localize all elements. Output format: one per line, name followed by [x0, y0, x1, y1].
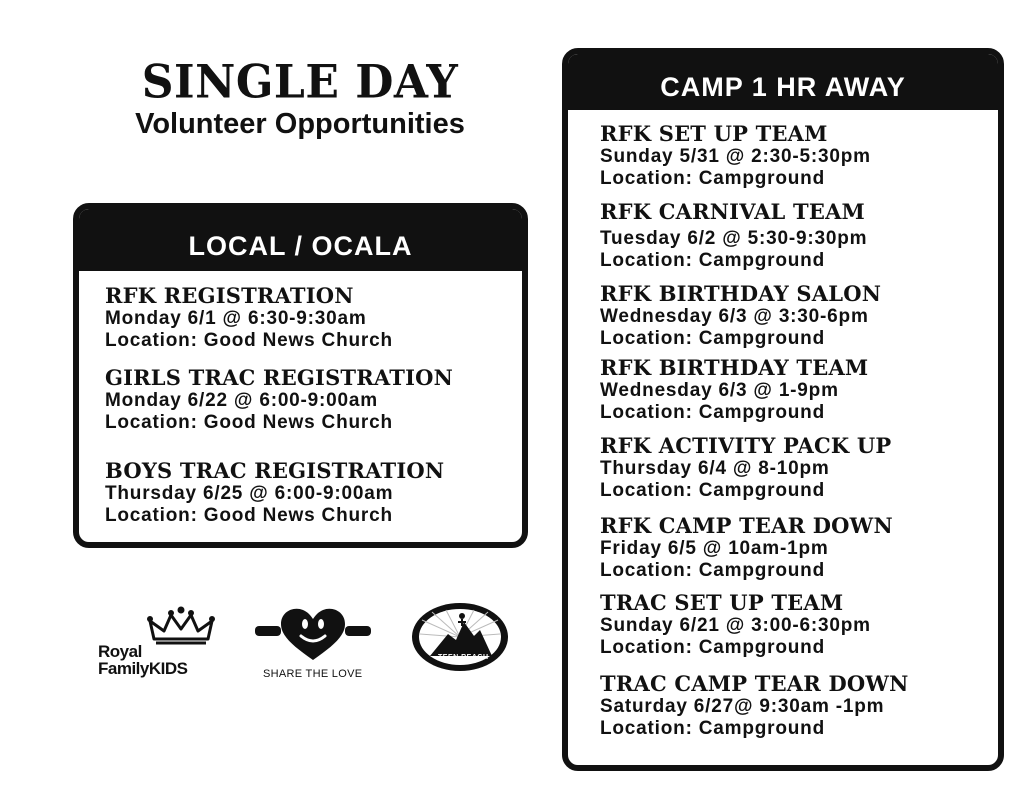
- crown-icon: [146, 605, 216, 647]
- entry-location: Location: Campground: [600, 637, 825, 658]
- entry-location: Location: Campground: [600, 328, 825, 349]
- entry-location: Location: Campground: [600, 250, 825, 271]
- entry-location: Location: Good News Church: [105, 505, 393, 526]
- entry-title: RFK CAMP TEAR DOWN: [600, 513, 893, 538]
- entry-title: RFK ACTIVITY PACK UP: [600, 433, 892, 458]
- camp-entry: [600, 122, 871, 190]
- camp-entry: [600, 200, 867, 272]
- entry-location: Location: Campground: [600, 402, 825, 423]
- local-entry: [105, 459, 444, 527]
- teen-reach-logo: [408, 600, 512, 680]
- entry-location: Location: Good News Church: [105, 330, 393, 351]
- mountain-climber-icon: [408, 600, 512, 674]
- entry-title: BOYS TRAC REGISTRATION: [105, 458, 445, 483]
- entry-time: Saturday 6/27@ 9:30am -1pm: [600, 696, 885, 717]
- entry-time: Thursday 6/25 @ 6:00-9:00am: [105, 483, 394, 504]
- page-title-block: [80, 55, 520, 140]
- entry-time: Wednesday 6/3 @ 1-9pm: [600, 380, 839, 401]
- entry-location: Location: Campground: [600, 480, 825, 501]
- entry-location: Location: Good News Church: [105, 412, 393, 433]
- partner-logos: [98, 600, 518, 690]
- entry-time: Monday 6/1 @ 6:30-9:30am: [105, 308, 367, 329]
- page-title: SINGLE DAY: [141, 55, 459, 110]
- entry-time: Sunday 6/21 @ 3:00-6:30pm: [600, 615, 871, 636]
- entry-title: RFK SET UP TEAM: [600, 121, 828, 146]
- camp-entry: [600, 434, 891, 502]
- entry-time: Friday 6/5 @ 10am-1pm: [600, 538, 829, 559]
- entry-title: RFK BIRTHDAY TEAM: [600, 355, 869, 380]
- local-entry: [105, 284, 393, 352]
- local-opportunities-panel: [73, 203, 528, 548]
- entry-title: RFK CARNIVAL TEAM: [600, 199, 866, 224]
- entry-title: TRAC SET UP TEAM: [600, 590, 844, 615]
- rfk-line2: FamilyKIDS: [98, 659, 188, 678]
- entry-location: Location: Campground: [600, 168, 825, 189]
- entry-title: RFK REGISTRATION: [105, 283, 354, 308]
- heart-hands-icon: [253, 604, 373, 664]
- entry-time: Tuesday 6/2 @ 5:30-9:30pm: [600, 228, 868, 249]
- camp-entry: [600, 672, 909, 740]
- camp-panel-heading: CAMP 1 HR AWAY: [568, 54, 998, 110]
- entry-time: Wednesday 6/3 @ 3:30-6pm: [600, 306, 869, 327]
- entry-title: TRAC CAMP TEAR DOWN: [600, 671, 909, 696]
- entry-time: Sunday 5/31 @ 2:30-5:30pm: [600, 146, 871, 167]
- local-panel-heading: LOCAL / OCALA: [79, 209, 522, 271]
- entry-location: Location: Campground: [600, 718, 825, 739]
- entry-title: GIRLS TRAC REGISTRATION: [105, 365, 453, 390]
- camp-entry: [600, 514, 893, 582]
- camp-opportunities-panel: [562, 48, 1004, 771]
- entry-time: Monday 6/22 @ 6:00-9:00am: [105, 390, 378, 411]
- share-the-love-text: SHARE THE LOVE: [263, 668, 363, 680]
- camp-entry: [600, 356, 868, 424]
- share-the-love-logo: [253, 604, 373, 684]
- teen-reach-text: TEEN REACH: [438, 654, 489, 661]
- rfk-line1: Royal: [98, 642, 142, 661]
- camp-entry: [600, 282, 881, 350]
- camp-entry: [600, 591, 871, 659]
- page-subtitle: Volunteer Opportunities: [135, 108, 465, 140]
- entry-time: Thursday 6/4 @ 8-10pm: [600, 458, 830, 479]
- royal-family-kids-logo: [98, 605, 218, 680]
- local-entry: [105, 366, 453, 434]
- entry-title: RFK BIRTHDAY SALON: [600, 281, 882, 306]
- entry-location: Location: Campground: [600, 560, 825, 581]
